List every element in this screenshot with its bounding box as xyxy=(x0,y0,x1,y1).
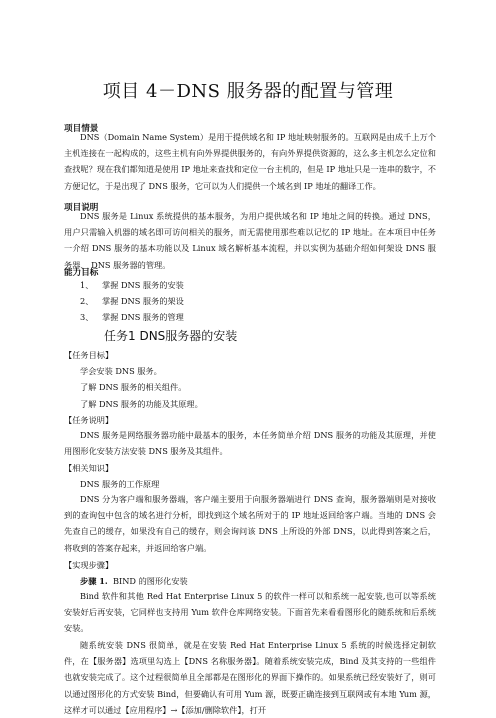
ability-item-number: 1、 xyxy=(80,280,94,290)
ability-item-text: 掌握 DNS 服务的架设 xyxy=(102,296,184,306)
scenario-heading: 项目情景 xyxy=(64,124,99,134)
steps-heading: 【实现步骤】 xyxy=(64,560,114,570)
ability-heading: 能力目标 xyxy=(64,268,99,278)
description-heading: 项目说明 xyxy=(64,203,99,213)
task-desc-heading: 【任务说明】 xyxy=(64,415,114,425)
step-paragraph-1: Bind 软件和其他 Red Hat Enterprise Linux 5 的软件一样可以和系统一起安装,也可以等系统安装好后再安装，它同样也支持用 Yum 软件仓库网络安装。下面首先来看看图形化的随系统和后系统安装。 xyxy=(64,591,436,634)
step-paragraph-2: 随系统安装 DNS 很简单，就是在安装 Red Hat Enterprise Linux 5 系统的时候选择定制软件，在【服务器】选项里勾选上【DNS 名称服务器】。随着系统安装完成，Bind 及其支持的一些组件也就安装完成了。这个过程很简单且全部都是在图形化的界面下操作的。如果系统已经安装好了，则可以通过图形化的方式安装 Bind，但要确认有可用 Yum 源，既要正确连接到互联网或有本地 Yum 源，这样才可以通过【应用程序】→【添加/删除软件】，打开 xyxy=(64,640,436,715)
ability-item xyxy=(80,312,184,323)
ability-item xyxy=(80,296,184,307)
task-goal-item: 了解 DNS 服务的相关组件。 xyxy=(80,382,187,392)
ability-item-text: 掌握 DNS 服务的安装 xyxy=(102,280,184,290)
step-1-title xyxy=(80,576,188,587)
ability-item-text: 掌握 DNS 服务的管理 xyxy=(102,312,184,322)
knowledge-paragraph: DNS 分为客户端和服务器端，客户端主要用于向服务器端进行 DNS 查询，服务器端则是对接收到的查询包中包含的域名进行分析，即找到这个域名所对于的 IP 地址返回给客户端。当地的 DNS 会先查自己的缓存，如果没有自己的缓存，则会询问该 DNS 上所设的外部 DNS，以此得到答案之后，将收到的答案存起来，并返回给客户端。 xyxy=(64,494,436,553)
task-goal-item: 学会安装 DNS 服务。 xyxy=(80,366,162,376)
task-desc-paragraph: DNS 服务是网络服务器功能中最基本的服务，本任务简单介绍 DNS 服务的功能及其原理，并使用图形化安装方法安装 DNS 服务及其组件。 xyxy=(64,430,436,457)
ability-item-number: 3、 xyxy=(80,312,94,322)
step-label: 步骤 1. xyxy=(80,576,108,586)
description-paragraph: DNS 服务是 Linux 系统提供的基本服务，为用户提供域名和 IP 地址之间的转换。通过 DNS，用户只需输入机器的域名即可访问相关的服务，而无需使用那些难以记忆的 IP 地址。在本项目中任务一介绍 DNS 服务的基本功能以及 Linux 域名解析基本流程，并以实例为基础介绍如何架设 DNS 服务器、 DNS 服务器的管理。 xyxy=(64,211,436,270)
knowledge-heading: 【相关知识】 xyxy=(64,463,114,473)
task-goal-heading: 【任务目标】 xyxy=(64,350,114,360)
scenario-paragraph: DNS（Domain Name System）是用于提供域名和 IP 地址映射服务的。互联网是由成千上万个主机连接在一起构成的，这些主机有向外界提供服务的，有向外界提供资源的，这么多主机怎么定位和查找呢？现在我们都知道是使用 IP 地址来查找和定位一台主机的，但是 IP 地址只是一连串的数字，不方便记忆，于是出现了 DNS 服务，它可以为人们提供一个域名到 IP 地址的翻译工作。 xyxy=(64,132,436,191)
knowledge-subheading: DNS 服务的工作原理 xyxy=(80,479,160,489)
task-goal-item: 了解 DNS 服务的功能及其原理。 xyxy=(80,399,203,409)
page-title: 项目 4－DNS 服务器的配置与管理 xyxy=(102,81,394,102)
step-title: BIND 的图形化安装 xyxy=(113,576,188,586)
ability-item xyxy=(80,280,184,291)
ability-item-number: 2、 xyxy=(80,296,94,306)
task-title: 任务1 DNS服务器的安装 xyxy=(104,329,238,343)
